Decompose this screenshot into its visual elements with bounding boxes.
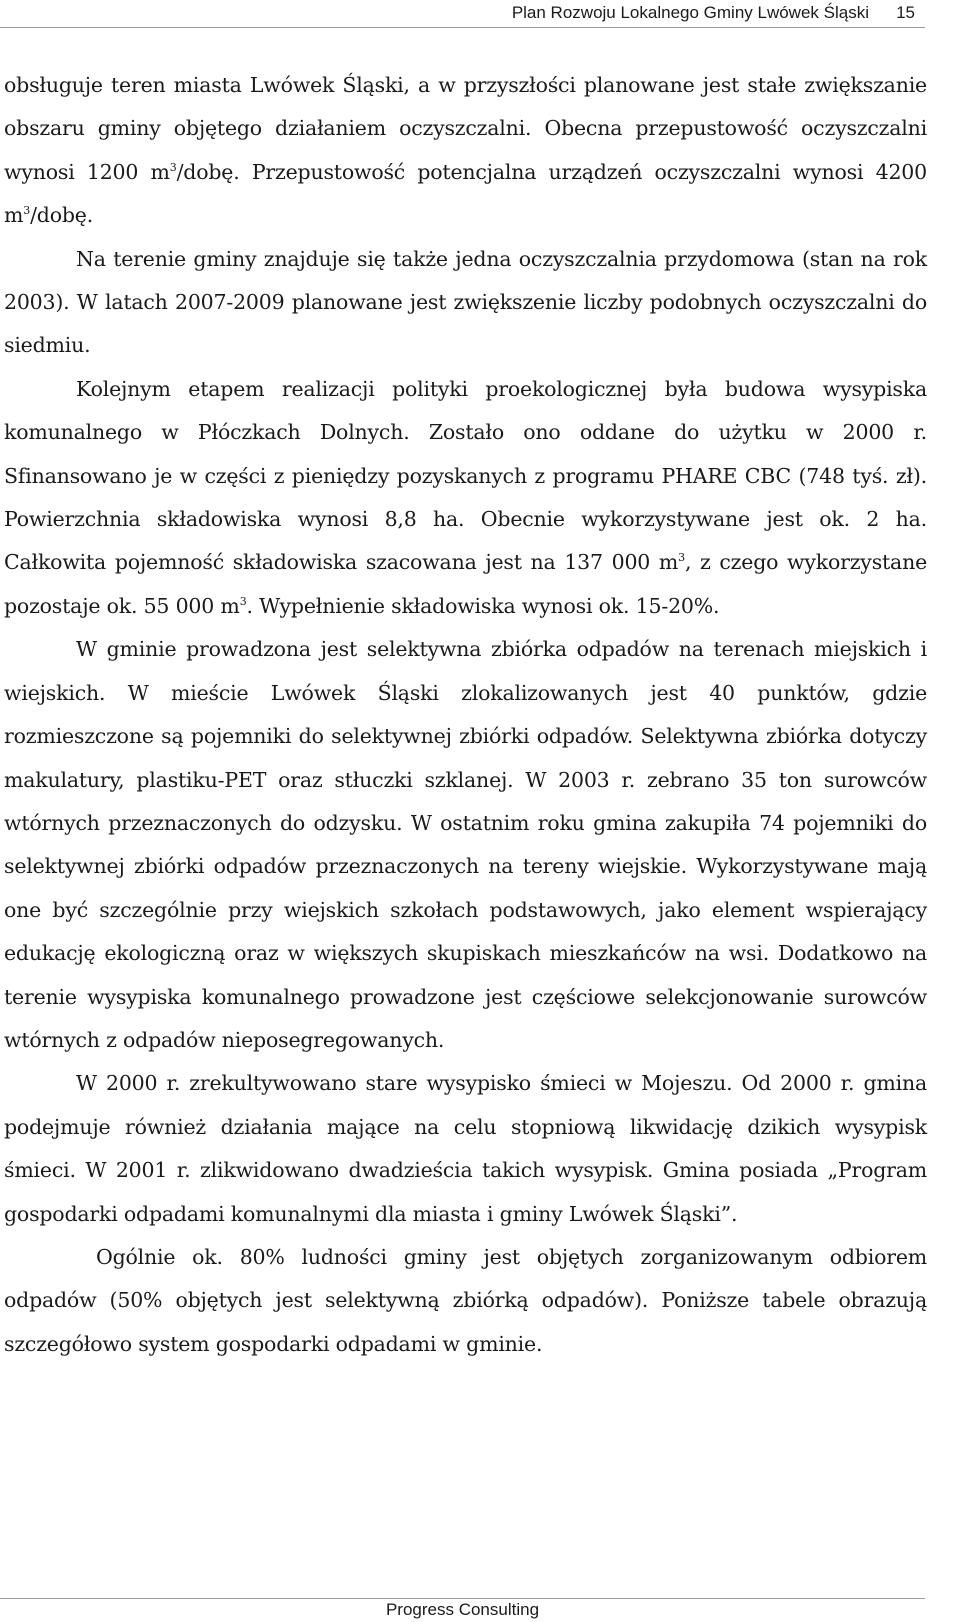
page-header xyxy=(0,0,925,28)
paragraph-summary: Ogólnie ok. 80% ludności gminy jest objętych zorganizowanym odbiorem odpadów (50% objętych jest selektywną zbiórką odpadów). Poniższe tabele obrazują szczegółowo system gospodarki odpadami w gminie. xyxy=(4,1244,927,1356)
paragraph-landfill: Kolejnym etapem realizacji polityki proekologicznej była budowa wysypiska komunalnego w Płóczkach Dolnych. Zostało ono oddane do użytku w 2000 r. Sfinansowano je w części z pieniędzy pozyskanych z programu PHARE CBC (748 tyś. zł). Powierzchnia składowiska wynosi 8,8 ha. Obecnie wykorzystywane jest ok. 2 ha. Całkowita pojemność składowiska szacowana jest na 137 000 $m^3$, z czego wykorzystane pozostaje ok. 55 000 $m^3$. Wypełnienie składowiska wynosi ok. 15-20%. xyxy=(4,376,928,618)
superscript: 3 xyxy=(169,160,177,174)
document-body xyxy=(4,64,927,1366)
page-number: 15 xyxy=(896,3,915,22)
page-footer xyxy=(0,1598,925,1620)
superscript: 3 xyxy=(239,594,247,608)
superscript: 3 xyxy=(678,551,685,565)
footer-text: Progress Consulting xyxy=(385,1600,540,1619)
paragraph-wastewater-capacity: obsługuje teren miasta Lwówek Śląski, a w przyszłości planowane jest stałe zwiększanie obszaru gminy objętego działaniem oczyszczalni. Obecna przepustowość oczyszczalni wynosi 1200 $m^3$/dobę. Przepustowość potencjalna urządzeń oczyszczalni wynosi 4200 $m^3$/dobę. xyxy=(4,73,927,228)
paragraph-home-treatment-plant: Na terenie gminy znajduje się także jedna oczyszczalnia przydomowa (stan na rok 2003). W latach 2007-2009 planowane jest zwiększenie liczby podobnych oczyszczalni do siedmiu. xyxy=(4,246,927,358)
superscript: 3 xyxy=(23,204,31,218)
paragraph-reclamation: W 2000 r. zrekultywowano stare wysypisko śmieci w Mojeszu. Od 2000 r. gmina podejmuje również działania mające na celu stopniową likwidację dzikich wysypisk śmieci. W 2001 r. zlikwidowano dwadzieścia takich wysypisk. Gmina posiada „Program gospodarki odpadami komunalnymi dla miasta i gminy Lwówek Śląski”. xyxy=(4,1071,927,1226)
document-title: Plan Rozwoju Lokalnego Gminy Lwówek Śląski xyxy=(511,3,869,22)
paragraph-selective-collection: W gminie prowadzona jest selektywna zbiórka odpadów na terenach miejskich i wiejskich. W mieście Lwówek Śląski zlokalizowanych jest 40 punktów, gdzie rozmieszczone są pojemniki do selektywnej zbiórki odpadów. Selektywna zbiórka dotyczy makulatury, plastiku-PET oraz stłuczki szklanej. W 2003 r. zebrano 35 ton surowców wtórnych przeznaczonych do odzysku. W ostatnim roku gmina zakupiła 74 pojemniki do selektywnej zbiórki odpadów przeznaczonych na tereny wiejskie. Wykorzystywane mają one być szczególnie przy wiejskich szkołach podstawowych, jako element wspierający edukację ekologiczną oraz w większych skupiskach mieszkańców na wsi. Dodatkowo na terenie wysypiska komunalnego prowadzone jest częściowe selekcjonowanie surowców wtórnych z odpadów nieposegregowanych. xyxy=(4,637,927,1052)
